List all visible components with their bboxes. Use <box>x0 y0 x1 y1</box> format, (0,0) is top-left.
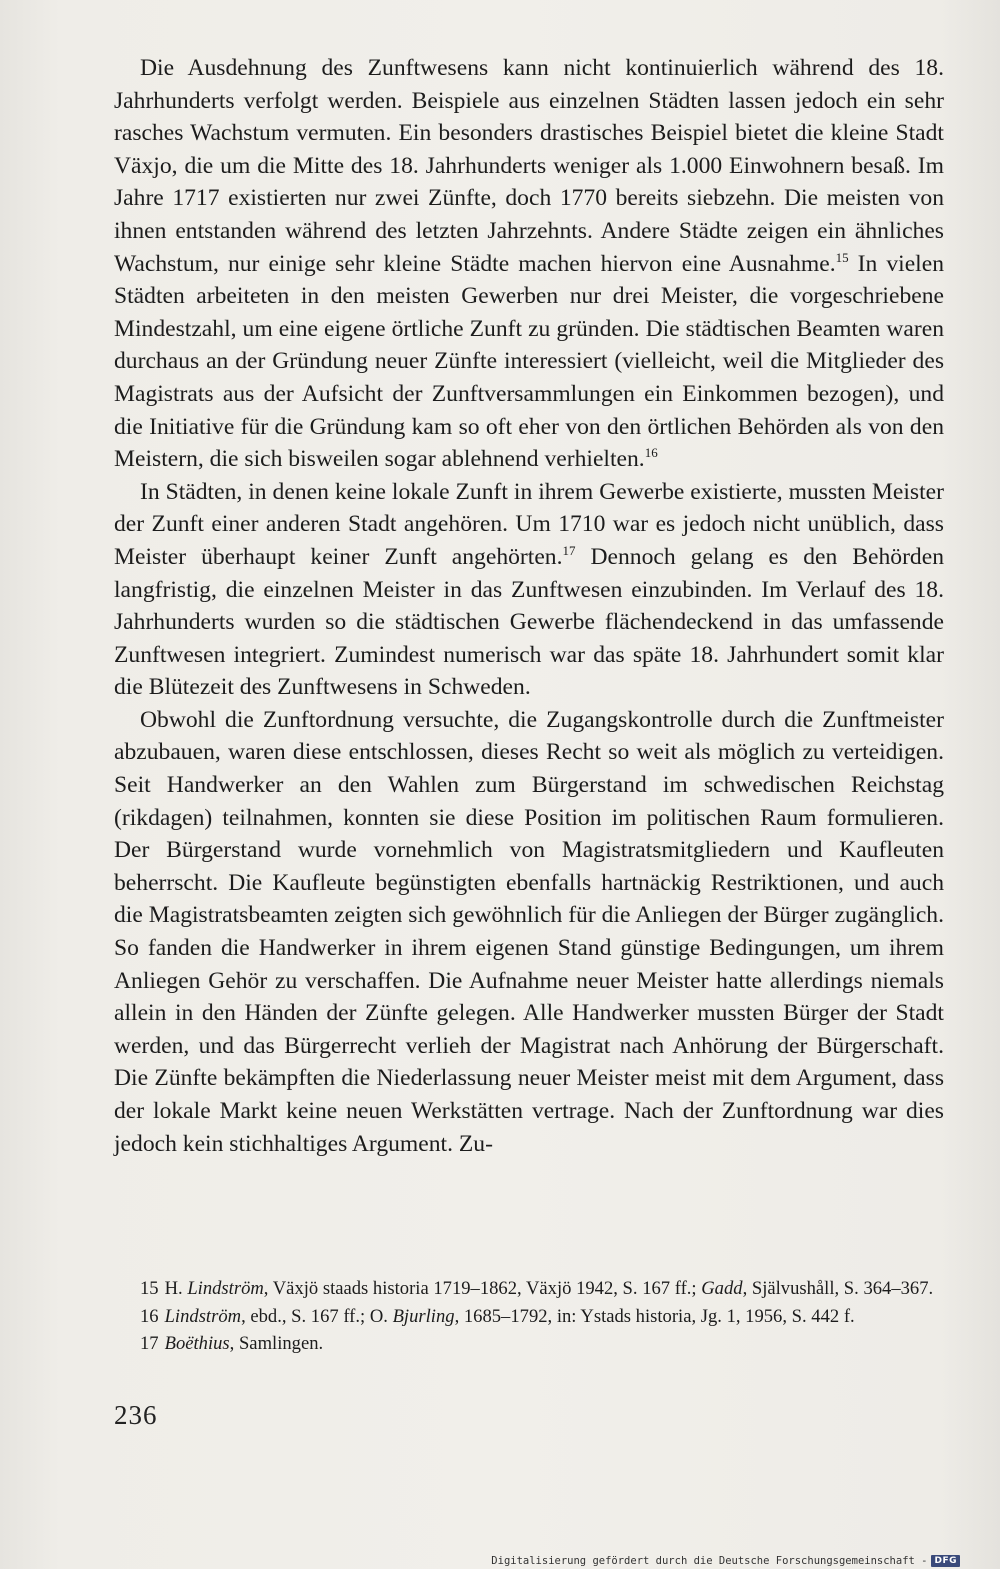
footnote-author: Lindström <box>187 1278 264 1299</box>
footnote-text: , Samlingen. <box>229 1333 324 1355</box>
paragraph-3-text: Obwohl die Zunftordnung versuchte, die Zugangskontrolle durch die Zunftmeister abzubauen, waren diese entschlossen, dieses Recht so weit als möglich zu verteidigen. Seit Handwerker an den Wahlen zum Bürgerstand im schwedischen Reichstag (rikdagen) teilnahmen, konnten sie diese Position im politischen Raum formulieren. Der Bürgerstand wurde vornehmlich von Magistratsmitgliedern und Kaufleuten beherrscht. Die Kaufleute begünstigten ebenfalls hartnäckig Restriktionen, und auch die Magistratsbeamten zeigten sich gewöhnlich für die Anliegen der Bürger zugänglich. So fanden die Handwerker in ihrem eigenen Stand günstige Bedingungen, um ihrem Anliegen Gehör zu verschaffen. Die Aufnahme neuer Meister hatte allerdings niemals allein in den Händen der Zünfte gelegen. Alle Handwerker mussten Bürger der Stadt werden, und das Bürgerrecht verlieh der Magistrat nach Anhörung der Bürgerschaft. Die Zünfte bekämpften die Niederlassung neuer Meister meist mit dem Argument, dass der lokale Markt keine neuen Werkstätten vertrage. Nach der Zunftordnung war dies jedoch kein stichhaltiges Argument. Zu- <box>114 706 944 1157</box>
paragraph-2 <box>114 476 944 704</box>
footnote-author: Lindström <box>164 1305 242 1327</box>
footnote-number: 17 <box>140 1333 159 1355</box>
footnote-text: , Växjö staads historia 1719–1862, Växjö 1942, S. 167 ff.; <box>263 1278 702 1299</box>
page-number: 236 <box>114 1400 158 1430</box>
footnotes <box>140 1276 944 1359</box>
footnote-number: 16 <box>140 1305 159 1327</box>
footnote-ref-16[interactable]: 16 <box>644 445 658 461</box>
paragraph-3 <box>114 704 944 1160</box>
digitization-credit <box>491 1555 960 1567</box>
footnote-ref-15[interactable]: 15 <box>835 249 849 265</box>
paragraph-1-text-a: Die Ausdehnung des Zunftwesens kann nicht kontinuierlich während des 18. Jahrhunderts verfolgt werden. Beispiele aus einzelnen Städten lassen jedoch ein sehr rasches Wachstum vermuten. Ein besonders drastisches Beispiel bietet die kleine Stadt Växjo, die um die Mitte des 18. Jahrhunderts weniger als 1.000 Einwohnern besaß. Im Jahre 1717 existierten nur zwei Zünfte, doch 1770 bereits siebzehn. Die meisten von ihnen entstanden während des letzten Jahrzehnts. Andere Städte zeigen ein ähnliches Wachstum, nur einige sehr kleine Städte machen hiervon eine Ausnahme. <box>114 55 944 277</box>
paragraph-2-text-b: Dennoch gelang es den Behörden langfristig, die einzelnen Meister in das Zunftwesen einzubinden. Im Verlauf des 18. Jahrhunderts wurden so die städtischen Gewerbe flächendeckend in das umfassende Zunftwesen integriert. Zumindest numerisch war das späte 18. Jahrhundert somit klar die Blütezeit des Zunftwesens in Schweden. <box>114 543 945 701</box>
footnote-author: Boëthius <box>164 1333 230 1355</box>
paragraph-1-text-b: In vielen Städten arbeiteten in den meisten Gewerben nur drei Meister, die vorgeschriebene Mindestzahl, um eine eigene örtliche Zunft zu gründen. Die städtischen Beamten waren durchaus an der Gründung neuer Zünfte interessiert (vielleicht, weil die Mitglieder des Magistrats aus der Aufsicht der Zunftversammlungen ein Einkommen bezogen), und die Initiative für die Gründung kam so oft eher von den örtlichen Behörden als von den Meistern, die sich bisweilen sogar ablehnend verhielten. <box>114 250 944 473</box>
body-text <box>114 52 944 1160</box>
dfg-logo: DFG <box>931 1555 960 1567</box>
footnote-text: , Självushåll, S. 364–367. <box>742 1278 934 1299</box>
footnote-number: 15 <box>140 1278 159 1299</box>
footnote-17 <box>140 1331 944 1357</box>
paragraph-2-text-a: In Städten, in denen keine lokale Zunft in ihrem Gewerbe existierte, mussten Meister der Zunft einer anderen Stadt angehören. Um 1710 war es jedoch nicht unüblich, dass Meister überhaupt keiner Zunft angehörten. <box>114 478 944 570</box>
footnote-15 <box>140 1276 944 1302</box>
footnote-16 <box>140 1304 944 1330</box>
footnote-author: Gadd <box>701 1278 743 1299</box>
credit-text: Digitalisierung gefördert durch die Deutsche Forschungsgemeinschaft - <box>491 1555 928 1567</box>
footnote-ref-17[interactable]: 17 <box>562 542 576 558</box>
footnote-author: Bjurling <box>392 1305 455 1327</box>
paragraph-1 <box>114 52 944 476</box>
footnote-text: H. <box>164 1278 188 1299</box>
footnote-text: , 1685–1792, in: Ystads historia, Jg. 1, 1956, S. 442 f. <box>454 1305 855 1327</box>
footnote-text: , ebd., S. 167 ff.; O. <box>241 1305 393 1327</box>
